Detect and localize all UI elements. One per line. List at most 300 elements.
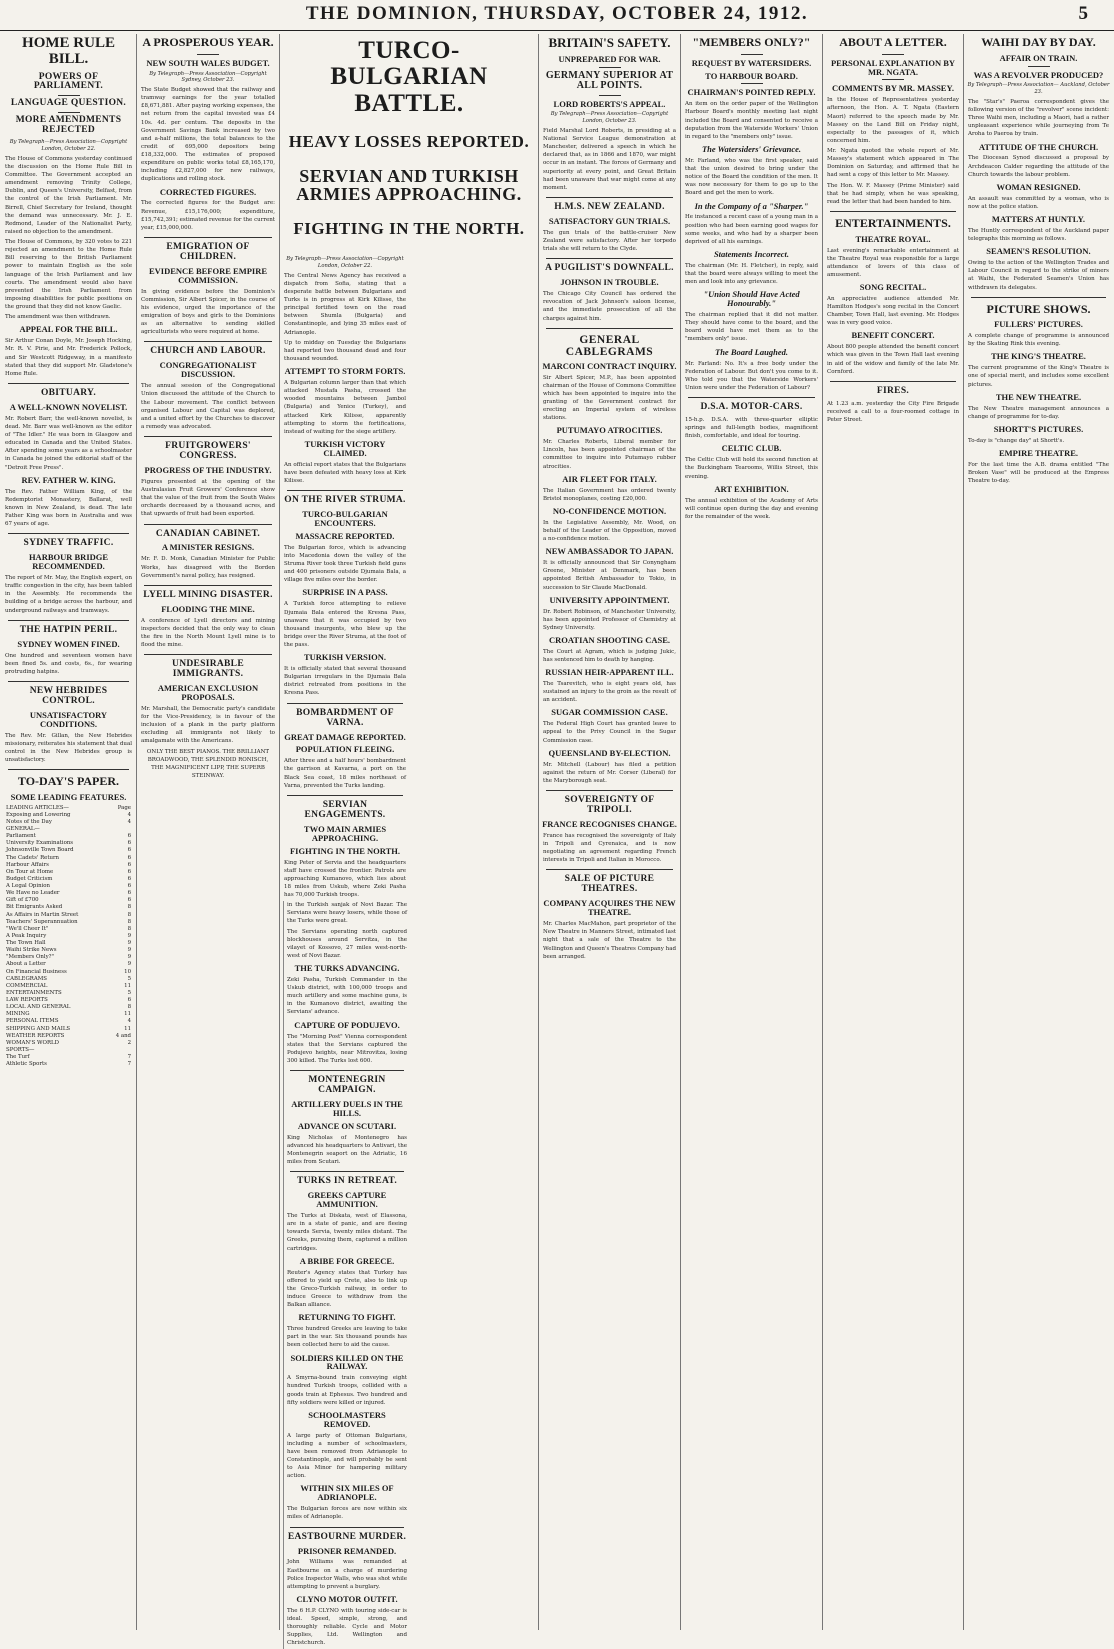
index-page: 6 <box>127 897 131 904</box>
article-text: A Turkish force attempting to relieve Djumaia Bala entered the Kresna Pass, unaware that it was occupied by two thousand insurgents, who blew up the bridge over the River Struma, at the foot of the pass. <box>284 601 406 649</box>
subheadline: LORD ROBERTS'S APPEAL. <box>553 98 666 109</box>
column-1 <box>4 34 133 1630</box>
index-page: 9 <box>127 947 131 954</box>
subheadline: ART EXHIBITION. <box>714 483 789 494</box>
index-row <box>6 876 131 883</box>
subheadline: RETURNING TO FIGHT. <box>298 1312 396 1323</box>
index-page: 8 <box>127 918 131 925</box>
headline: A PUGILIST'S DOWNFALL. <box>545 263 674 274</box>
index-row <box>6 1061 131 1068</box>
article-text: The Huntly correspondent of the Auckland paper telegraphs this morning as follows. <box>968 227 1109 243</box>
column-5 <box>542 34 677 1630</box>
subheadline: COMMENTS BY MR. MASSEY. <box>832 83 954 94</box>
index-label: Notes of the Day <box>6 818 52 825</box>
headline: BOMBARDMENT OF VARNA. <box>296 707 394 728</box>
index-row <box>6 1018 131 1025</box>
main-article-left <box>283 254 407 901</box>
article-text: About 800 people attended the benefit concert which was given in the Town Hall last evening in aid of the widow and family of the late Mr. Cornford. <box>827 344 959 375</box>
subheadline: Statements Incorrect. <box>713 248 790 259</box>
subheadline: CHAIRMAN'S POINTED REPLY. <box>687 87 816 98</box>
index-row <box>6 1026 131 1033</box>
index-page: 8 <box>127 911 131 918</box>
advertisement: 15-h.p. D.S.A. with three-quarter elliptic springs and full-length bodies, magnificent finish, comfortable, and ideal for touring. <box>685 416 818 440</box>
index-page: 7 <box>127 1054 131 1061</box>
article-text: The amendment was then withdrawn. <box>5 314 111 321</box>
index-row <box>6 869 131 876</box>
headline: ABOUT A LETTER. <box>839 35 947 49</box>
index-label: On Financial Business <box>6 968 67 975</box>
subheadline: CORRECTED FIGURES. <box>159 186 257 197</box>
subheadline: THE NEW THEATRE. <box>995 391 1082 402</box>
index-label: Johnsonville Town Board <box>6 847 74 854</box>
index-row <box>6 983 131 990</box>
index-row <box>6 890 131 897</box>
index-label: LOCAL AND GENERAL <box>6 1004 71 1011</box>
subheadline: GREAT DAMAGE REPORTED. <box>284 731 406 742</box>
index-page: 6 <box>127 861 131 868</box>
article-text: Mr. Ngata quoted the whole report of Mr. Massey's statement which appeared in The Dominion on Saturday, and affirmed that he had sent a copy of this letter to Mr. Massey. <box>827 148 959 179</box>
subheadline: MASSACRE REPORTED. <box>295 530 395 541</box>
subheadline: POPULATION FLEEING. <box>295 744 395 755</box>
subheadline: WOMAN RESIGNED. <box>996 181 1081 192</box>
index-page <box>127 1047 131 1054</box>
index-row <box>6 819 131 826</box>
article-text: Sir Arthur Conan Doyle, Mr. Joseph Hocking, Mr. R. V. Pirie, and Mr. Frederick Pollock, and Sir Westcott Ridgeway, in a manifesto stated that they did support Mr. Gladstone's Home Rule. <box>5 338 132 377</box>
subheadline: POWERS OF PARLIAMENT. <box>33 71 104 92</box>
subheadline: ATTITUDE OF THE CHURCH. <box>978 141 1099 152</box>
subheadline: PUTUMAYO ATROCITIES. <box>556 425 663 436</box>
subheadline: SOME LEADING FEATURES. <box>10 791 127 802</box>
subheadline: NEW AMBASSADOR TO JAPAN. <box>545 546 674 557</box>
article-text: For the last time the A.B. drama entitled "The Broken Vase" will be produced at the Empress Theatre to-day. <box>968 461 1109 485</box>
subheadline: ATTEMPT TO STORM FORTS. <box>284 366 406 377</box>
index-list <box>4 805 133 1069</box>
article-text: An appreciative audience attended Mr. Hamilton Hodges's song recital in the Concert Chamber, Town Hall, last evening. Mr. Hodges was in very good voice. <box>827 295 959 327</box>
headline: H.M.S. NEW ZEALAND. <box>554 201 665 212</box>
subheadline: TURKISH VERSION. <box>303 652 387 663</box>
subheadline: MARCONI CONTRACT INQUIRY. <box>542 360 677 371</box>
subheadline: PRISONER REMANDED. <box>297 1545 397 1556</box>
index-row <box>6 897 131 904</box>
subheadline: SURPRISE IN A PASS. <box>302 587 388 598</box>
article-text: Three hundred Greeks are leaving to take part in the war. Six thousand pounds has been collected here to aid the cause. <box>287 1326 407 1349</box>
subheadline: SYDNEY WOMEN FINED. <box>17 638 120 649</box>
subheadline: MATTERS AT HUNTLY. <box>991 214 1086 225</box>
article-text: The "Star's" Paeroa correspondent gives the following version of the "revolver" scene incident: Three Waihi men, including a Maori, had a rather unpleasant experience while journeying from Te Aroha to Paeroa by train. <box>968 98 1109 138</box>
subheadline: The Watersiders' Grievance. <box>701 143 802 154</box>
index-row <box>6 847 131 854</box>
index-label: The Town Hall <box>6 940 46 947</box>
subheadline: THE TURKS ADVANCING. <box>294 963 400 974</box>
advertisement: The 6 H.P. CLYNO with touring side-car is ideal. Speed, simple, strong, and thoroughly reliable. Cycle and Motor Supplies, Ltd. Wellington and Christchurch. <box>287 1607 407 1647</box>
index-label: CABLEGRAMS <box>6 975 47 982</box>
subheadline: AMERICAN EXCLUSION PROPOSALS. <box>157 683 259 703</box>
index-row <box>6 990 131 997</box>
subheadline: The Board Laughed. <box>715 346 788 357</box>
index-page: 11 <box>124 1025 131 1032</box>
column-rule <box>680 34 681 1630</box>
byline: By Telegraph—Press Association— Auckland, October 23. <box>967 82 1110 96</box>
headline: FRUITGROWERS' CONGRESS. <box>165 441 251 461</box>
index-label: University Examinations <box>6 840 74 847</box>
index-row <box>6 805 131 812</box>
article-text: An assault was committed by a woman, who is now at the police station. <box>968 195 1109 210</box>
article-text: The chairman replied that it did not matter. They should have come to the board, and the board would have met them as to the "members only" issue. <box>685 312 818 343</box>
index-row <box>6 1033 131 1040</box>
headline: MONTENEGRIN CAMPAIGN. <box>308 1075 386 1095</box>
subheadline: TO HARBOUR BOARD. <box>705 70 798 81</box>
index-page: 9 <box>127 940 131 947</box>
article-text: A Smyrna-bound train conveying eight hundred Turkish troops, collided with a goods train at Ephesus. Two hundred and fifty soldiers were killed or injured. <box>287 1375 407 1406</box>
article-text: To-day is "change day" at Shortt's. <box>968 437 1065 444</box>
article-text: Mr. Mitchell (Labour) has filed a petition against the return of Mr. Corser (Liberal) for the Maryborough seat. <box>543 761 676 784</box>
subheadline: SATISFACTORY GUN TRIALS. <box>548 215 671 226</box>
article-text: Reuter's Agency states that Turkey has offered to yield up Crete, also to link up the Greco-Turkish railway, in order to induce Greece to withdraw from the Balkan alliance. <box>287 1269 407 1309</box>
subheadline: REQUEST BY WATERSIDERS. <box>691 57 812 68</box>
column-rule <box>538 34 539 1630</box>
headline: CANADIAN CABINET. <box>155 528 261 539</box>
subheadline: SHORTT'S PICTURES. <box>993 423 1084 434</box>
article-text: The "Morning Post" Vienna correspondent states that the Servians captured the Podujevo heights, near Mitrovitza, losing 300 killed. The Turks lost 600. <box>287 1033 407 1064</box>
article-text: Mr. Farland: No. It's a free body under the Federation of Labour. But don't you come to it. Who told you that the Waterside Workers' Union were under the Federation of Labour? <box>685 360 818 391</box>
subheadline: In the Company of a "Sharper." <box>694 200 809 211</box>
article-text: The annual session of the Congregational Union discussed the attitude of the Church to the Labour movement. The conflict between organised Labour and Capital was deplored, and a united effort by the Churches to discover a remedy was advocated. <box>141 383 275 430</box>
index-row <box>6 826 131 833</box>
subheadline: UNSATISFACTORY CONDITIONS. <box>29 709 108 729</box>
index-page: 5 <box>127 989 131 996</box>
column-rule <box>822 34 823 1630</box>
article-text: Mr. Farland, who was the first speaker, said that the union desired to bring under the notice of the Board the condition of the men. It was now necessary for them to go up to the Board and get the men to work. <box>685 157 818 197</box>
byline: By Telegraph—Press Association—Copyright London, October 23. <box>550 111 669 125</box>
article-text: He instanced a recent case of a young man in a position who had been earning good wages for some weeks, and who had by a sharper been deprived of all his earnings. <box>685 214 818 245</box>
index-page: 10 <box>124 968 131 975</box>
subheadline: NEW SOUTH WALES BUDGET. <box>146 57 270 68</box>
headline: SERVIAN ENGAGEMENTS. <box>304 799 386 820</box>
article-text: The Chicago City Council has ordered the revocation of Jack Johnson's saloon license, and the immediate prosecution of all the charges against him. <box>543 291 676 322</box>
index-page: 11 <box>124 1011 131 1018</box>
subheadline: EMPIRE THEATRE. <box>998 447 1079 458</box>
subheadline: SCHOOLMASTERS REMOVED. <box>308 1409 386 1429</box>
column-2 <box>140 34 276 1630</box>
index-row <box>6 926 131 933</box>
article-text: One hundred and seventeen women have been fined 5s. and costs, 6s., for wearing protruding hatpins. <box>5 652 132 675</box>
article-text: The Central News Agency has received a dispatch from Sofia, stating that a desperate battle between Bulgarians and Turks is in progress at Kirk Kilisse, the principal fortified town on the road between Shumla (Bulgaria) and Constantinople, and lying 35 miles east of Adrianople. <box>284 272 406 336</box>
subheadline: FULLERS' PICTURES. <box>994 319 1083 330</box>
article-text: Sir Albert Spicer, M.P., has been appointed chairman of the House of Commons Committee which has been appointed to inquire into the granting of the Government contract for erecting an Imperial system of wireless stations. <box>543 374 676 422</box>
subheadline: FRANCE RECOGNISES CHANGE. <box>542 818 677 829</box>
subheadline: SUGAR COMMISSION CASE. <box>551 707 668 718</box>
index-row <box>6 812 131 819</box>
article-text: A complete change of programme is announced by the Skating Rink this evening. <box>968 333 1109 348</box>
index-label: Teachers' Superannuation <box>6 918 78 925</box>
subheadline: QUEENSLAND BY-ELECTION. <box>548 747 671 758</box>
index-row <box>6 1011 131 1018</box>
article-text: Mr. F. D. Monk, Canadian Minister for Public Works, has disagreed with the Borden Government's naval policy, has resigned. <box>141 556 275 579</box>
index-label: On Tour at Home <box>6 868 54 875</box>
article-text: The Federal High Court has granted leave to appeal to the Privy Council in the Sugar Commission case. <box>543 721 676 744</box>
main-subheadline: FIGHTING IN THE NORTH. <box>293 219 525 239</box>
article-text: A Bulgarian column larger than that which attacked Mustafa Pasha, crossed the wooded mountains between Jambol (Bulgaria) and Yenice (Turkey), and attacked Kirk Kilisse, apparently attempting to storm the fortifications, instead of waiting for the siege artillery. <box>284 380 406 435</box>
subheadline: UNIVERSITY APPOINTMENT. <box>549 594 670 605</box>
index-label: "Members Only?" <box>6 954 55 961</box>
headline: OBITUARY. <box>40 387 97 398</box>
index-label: Exposing and Lowering <box>6 811 71 818</box>
headline: WAIHI DAY BY DAY. <box>981 35 1096 49</box>
section-header: GENERAL CABLEGRAMS <box>565 333 654 358</box>
index-row <box>6 904 131 911</box>
subheadline: COMPANY ACQUIRES THE NEW THEATRE. <box>543 898 676 918</box>
index-page: 6 <box>127 840 131 847</box>
index-row <box>6 833 131 840</box>
column-6 <box>684 34 819 1630</box>
subheadline: SONG RECITAL. <box>859 282 927 292</box>
section-header: PICTURE SHOWS. <box>986 301 1091 316</box>
article-text: The corrected figures for the Budget are: Revenue, £15,176,000; expenditure, £15,742,391; estimated revenue for the current year, £15,000,000. <box>141 200 275 231</box>
index-headline: TO-DAY'S PAPER. <box>17 774 120 789</box>
subheadline: ADVANCE ON SCUTARI. <box>297 1120 397 1131</box>
index-row <box>6 976 131 983</box>
index-label: SPORTS— <box>6 1046 35 1053</box>
headline: TURKS IN RETREAT. <box>296 1176 398 1187</box>
main-article-right <box>283 901 408 1649</box>
subheadline: UNPREPARED FOR WAR. <box>558 53 661 64</box>
column-rule <box>279 34 280 1630</box>
article-text: An item on the order paper of the Wellington Harbour Board's monthly meeting last night included the Board and consented to receive a deputation from the Waterside Workers' Union in regard to the "members only" issue. <box>685 101 818 140</box>
subheadline: A BRIBE FOR GREECE. <box>299 1255 395 1266</box>
column-rule <box>963 34 964 1630</box>
subheadline: SEAMEN'S RESOLUTION. <box>986 246 1091 257</box>
index-row <box>6 1040 131 1047</box>
index-label: Gift of £700 <box>6 897 39 904</box>
index-row <box>6 855 131 862</box>
index-label: LEADING ARTICLES— <box>6 804 69 811</box>
byline: By Telegraph—Press Association—Copyright London, October 22. <box>9 139 128 153</box>
subheadline: A MINISTER RESIGNS. <box>161 542 255 553</box>
index-label: A Peak Inquiry <box>6 932 47 939</box>
article-text: John Williams was remanded at Eastbourne on a charge of murdering Police Inspector Walls, who was shot while attempting to prevent a burglary. <box>287 1559 407 1590</box>
column-3 <box>283 34 535 1647</box>
article-text: In the Legislative Assembly, Mr. Wood, on behalf of the Leader of the Opposition, moved a no-confidence motion. <box>543 519 676 543</box>
article-text: Zeki Pasha, Turkish Commander in the Uskub district, with 100,000 troops and much artillery and some machine guns, is in the Kumanovo district, awaiting the Servians' advance. <box>287 976 407 1016</box>
subheadline: JOHNSON IN TROUBLE. <box>560 277 659 288</box>
headline: HOME RULE BILL. <box>22 35 115 67</box>
index-label: Waihi Strike News <box>6 947 57 954</box>
article-text: The Italian Government has ordered twenty Bristol monoplanes, costing £20,000. <box>543 487 676 502</box>
article-text: Field Marshal Lord Roberts, in presiding at a National Service League demonstration at Manchester, delivered a speech in which he declared that, as in 1866 and 1870, war might occur in an instant. The forces of Germany and superiority at every point, and Great Britain had been unaware that war might come at any moment. <box>543 127 676 191</box>
subheadline: AIR FLEET FOR ITALY. <box>562 473 657 484</box>
article-text: An official report states that the Bulgarians have been defeated with heavy loss at Kirk Kilisse. <box>284 461 406 484</box>
article-text: The Bulgarian forces are now within six miles of Adrianople. <box>287 1506 407 1521</box>
index-page: 6 <box>127 868 131 875</box>
index-page: 6 <box>127 847 131 854</box>
article-text: Owing to the action of the Wellington Trades and Labour Council in regard to the strike of miners at Waihi, the Federated Seamen's Union has withdrawn its delegates. <box>968 260 1109 291</box>
masthead-title: THE DOMINION, THURSDAY, OCTOBER 24, 1912. <box>305 3 809 24</box>
index-page: 9 <box>127 932 131 939</box>
article-text: King Nicholas of Montenegro has advanced his headquarters to Antivari, the Montenegrin seaport on the Adriatic, 16 miles from Scutari. <box>287 1134 407 1166</box>
index-label: About a Letter <box>6 961 46 968</box>
subheadline: NO-CONFIDENCE MOTION. <box>552 505 667 516</box>
index-label: ENTERTAINMENTS <box>6 989 62 996</box>
article-text: in the Turkish sanjak of Novi Bazar. The Servians were heavy losers, while those of the Turks were great. <box>287 902 407 925</box>
subheadline: AFFAIR ON TRAIN. <box>999 52 1078 63</box>
subheadline: FIGHTING IN THE NORTH. <box>289 845 401 856</box>
article-text: At 1.23 a.m. yesterday the City Fire Brigade received a call to a four-roomed cottage in Peter Street. <box>827 400 959 424</box>
headline: FIRES. <box>876 385 910 396</box>
index-row <box>6 1047 131 1054</box>
index-label: Athletic Sports <box>6 1061 47 1068</box>
article-text: Up to midday on Tuesday the Bulgarians had reported two thousand dead and four thousand wounded. <box>284 339 406 362</box>
article-text: The Celtic Club will hold its second function at the Buckingham Tearooms, Willis Street, this evening. <box>685 457 818 480</box>
index-label: Bit Emigrants Asked <box>6 904 63 911</box>
subheadline: CONGREGATIONALIST DISCUSSION. <box>159 360 257 380</box>
subheadline: ARTILLERY DUELS IN THE HILLS. <box>291 1098 403 1118</box>
subheadline: CROATIAN SHOOTING CASE. <box>549 634 670 645</box>
subheadline: WAS A REVOLVER PRODUCED? <box>973 69 1104 80</box>
index-page: 9 <box>127 961 131 968</box>
article-text: After three and a half hours' bombardment the garrison at Kavarna, a port on the Black Sea coast, 18 miles northeast of Varna, prevented the Turks landing. <box>284 758 406 789</box>
index-row <box>6 912 131 919</box>
article-text: The annual exhibition of the Academy of Arts will continue open during the day and evening for the remainder of the week. <box>685 497 818 520</box>
article-text: Dr. Robert Robinson, of Manchester University, has been appointed Professor of Chemistry at Sydney University. <box>543 608 676 631</box>
index-row <box>6 883 131 890</box>
index-page: 4 <box>127 818 131 825</box>
subheadline: SOLDIERS KILLED ON THE RAILWAY. <box>290 1352 404 1372</box>
index-label: GENERAL— <box>6 826 40 833</box>
index-label: The Turf <box>6 1054 30 1061</box>
subheadline: PROGRESS OF THE INDUSTRY. <box>144 464 272 475</box>
headline: UNDESIRABLE IMMIGRANTS. <box>172 659 244 680</box>
article-text: Mr. Charles MacMahon, part proprietor of the New Theatre in Manners Street, intimated last night that a sale of the Theatre to the Wellington and Queen's Theatres Company had been arranged. <box>543 921 676 960</box>
main-subheadline: HEAVY LOSSES REPORTED. <box>288 131 530 151</box>
subheadline: "Union Should Have Acted Honourably." <box>703 289 800 309</box>
article-text: The Tsarevitch, who is eight years old, has sustained an injury to the groin as the result of an accident. <box>543 681 676 704</box>
index-page: 6 <box>127 875 131 882</box>
subheadline: MORE AMENDMENTS REJECTED <box>15 115 122 136</box>
index-page: 6 <box>127 890 131 897</box>
main-headline: TURCO-BULGARIAN BATTLE. <box>330 37 488 117</box>
subheadline: EVIDENCE BEFORE EMPIRE COMMISSION. <box>148 265 268 285</box>
subheadline: HARBOUR BRIDGE RECOMMENDED. <box>28 552 109 572</box>
masthead <box>0 0 1114 31</box>
index-page: Page <box>117 804 131 811</box>
subheadline: THE KING'S THEATRE. <box>991 351 1086 362</box>
byline: By Telegraph—Press Association—Copyright Sydney, October 23. <box>149 70 267 84</box>
index-row <box>6 862 131 869</box>
headline: A PROSPEROUS YEAR. <box>142 35 274 49</box>
headline: ON THE RIVER STRUMA. <box>284 495 406 506</box>
index-label: Parliament <box>6 833 36 840</box>
article-text: The Rev. Father William King, of the Redemptorist Monastery, Ballarat, well known in New Zealand, is dead. The late Father King was born in Australia and was 67 years of age. <box>5 488 132 528</box>
subheadline: GREEKS CAPTURE AMMUNITION. <box>307 1190 387 1210</box>
article-text: The Bulgarian force, which is advancing into Macedonia down the valley of the Struma River took three Turkish field guns and 400 prisoners outside Djumaia Bala, a village five miles over the border. <box>284 544 406 584</box>
page-number: 5 <box>1078 3 1088 24</box>
article-text: The Rev. Mr. Gillan, the New Hebrides missionary, reiterates his statement that dual control in the New Hebrides group is unsatisfactory. <box>5 732 132 764</box>
index-label: LAW REPORTS <box>6 997 48 1004</box>
index-page: 4 <box>127 1018 131 1025</box>
index-label: SHIPPING AND MAILS <box>6 1025 71 1032</box>
index-page: 8 <box>127 925 131 932</box>
column-8 <box>967 34 1110 1630</box>
article-text: The Court at Agram, which is judging Jukic, has sentenced him to death by hanging. <box>543 648 676 663</box>
index-row <box>6 997 131 1004</box>
article-text: Mr. Robert Barr, the well-known novelist, is dead. Mr. Barr was well-known as the editor of "The Idler." He was born in Glasgow and educated in Canada and the United States. After spending some years as a schoolmaster in Canada he joined the editorial staff of the "Detroit Free Press". <box>5 415 132 471</box>
article-text: Mr. Charles Roberts, Liberal member for Lincoln, has been appointed chairman of the committee to inquire into Putumayo rubber atrocities. <box>543 439 676 470</box>
index-row <box>6 933 131 940</box>
column-rule <box>136 34 137 1630</box>
article-text: The gun trials of the battle-cruiser New Zealand were satisfactory. After her torpedo trials she will return to the Clyde. <box>543 229 676 253</box>
article-text: Mr. Marshall, the Democratic party's candidate for the Vice-Presidency, is in favour of the inclusion of a plank in the party platform excluding all immigrants not likely to amalgamate with the Americans. <box>141 705 275 745</box>
headline: SYDNEY TRAFFIC. <box>23 538 114 549</box>
index-label: PERSONAL ITEMS <box>6 1018 59 1025</box>
subheadline: FLOODING THE MINE. <box>161 603 255 614</box>
index-page <box>127 826 131 833</box>
index-row <box>6 969 131 976</box>
index-page: 6 <box>127 854 131 861</box>
article-text: The State Budget showed that the railway and tramway earnings for the year totalled £8,671,881. After paying working expenses, the net return from the capital invested was £4 10s. 4d. per centum. The deposits in the Government Savings Bank increased by two and a-half millions, the total balances to the credit of 695,000 depositors being £18,332,000. The estimates of proposed expenditure on public works total £8,165,170, including £2,827,000 for new railways, duplications and rolling stock. <box>141 87 275 183</box>
index-page: 4 and <box>115 1032 131 1039</box>
article-text: Last evening's remarkable entertainment at the Theatre Royal was responsible for a large attendance of lovers of this class of amusement. <box>827 247 959 278</box>
article-text: The chairman (Mr. H. Fletcher), in reply, said that the board were always willing to meet the men and look into any grievance. <box>685 262 818 286</box>
index-page: 6 <box>127 883 131 890</box>
index-row <box>6 1054 131 1061</box>
article-text: A large party of Ottoman Bulgarians, including a number of schoolmasters, have been removed from Adrianople to Constantinople, and will probably be sent to Asia Minor for hampering military action. <box>287 1432 407 1480</box>
section-header: ENTERTAINMENTS. <box>835 215 951 230</box>
article-text: The current programme of the King's Theatre is one of special merit, and includes some excellent pictures. <box>968 365 1109 388</box>
subheadline: CELTIC CLUB. <box>721 443 782 454</box>
article-text: King Peter of Servia and the headquarters staff have crossed the frontier. Patrols are approaching Kumanovo, which lies about 18 miles from Uskub, where Zeki Pasha has 70,000 Turkish troops. <box>284 859 406 899</box>
subheadline: GERMANY SUPERIOR AT ALL POINTS. <box>545 69 674 92</box>
index-label: A Legal Opinion <box>6 883 50 890</box>
index-row <box>6 954 131 961</box>
headline: LYELL MINING DISASTER. <box>143 589 273 600</box>
article-text: The Diocesan Synod discussed a proposal by Archdeacon Calder regarding the attitude of the Church towards the labour problem. <box>968 155 1109 178</box>
headline: SALE OF PICTURE THEATRES. <box>564 874 655 895</box>
index-page: 8 <box>127 1004 131 1011</box>
headline: CHURCH AND LABOUR. <box>150 346 266 357</box>
subheadline: RUSSIAN HEIR-APPARENT ILL. <box>545 667 674 678</box>
index-label: WEATHER REPORTS <box>6 1032 65 1039</box>
index-page: 4 <box>127 811 131 818</box>
article-text: The New Theatre management announces a change of programme for to-day. <box>968 405 1109 420</box>
index-label: WOMAN'S WORLD <box>6 1039 59 1046</box>
subheadline: CLYNO MOTOR OUTFIT. <box>296 1593 398 1604</box>
index-page: 11 <box>124 982 131 989</box>
article-text: A conference of Lyell directors and mining inspectors decided that the only way to clean the fire in the North Mount Lyell mine is to flood the mine. <box>141 617 275 649</box>
subheadline: WITHIN SIX MILES OF ADRIANOPLE. <box>300 1483 394 1503</box>
headline: D.S.A. MOTOR-CARS. <box>700 402 803 413</box>
index-row <box>6 961 131 968</box>
article-text: It is officially stated that several thousand Bulgarian irregulars in the Djumaia Bala district retreated from positions in the Kresna Pass. <box>284 666 406 697</box>
index-label: We Have no Leader <box>6 890 60 897</box>
index-row <box>6 947 131 954</box>
subheadline: TURKISH VICTORY CLAIMED. <box>304 438 386 458</box>
subheadline: PERSONAL EXPLANATION BY MR. NGATA. <box>830 57 956 77</box>
article-text: The Hon. W. F. Massey (Prime Minister) said that he had simply, when he was speaking, read the letter that had been handed to him. <box>827 182 959 205</box>
subheadline: LANGUAGE QUESTION. <box>10 98 127 109</box>
subheadline: TWO MAIN ARMIES APPROACHING. <box>303 823 387 843</box>
article-text: In the House of Representatives yesterday afternoon, the Hon. A. T. Ngata (Eastern Maori) referred to the speech made by Mr. Massey on the Land Bill on Friday night, especially to the passages of it, which concerned him. <box>827 97 959 144</box>
article-text: The House of Commons yesterday continued the discussion on the Home Rule Bill in Committee. The Government accepted an amendment removing Trinity College, Dublin, and Queen's University, Belfast, from the control of the Irish Parliament. Mr. Birrell, Chief Secretary for Ireland, thought the demand was unnecessary. Mr. J. E. Redmond, Leader of the Nationalist Party, raised no objection to the amendment. <box>5 155 132 235</box>
subheadline: APPEAL FOR THE BILL. <box>19 324 118 335</box>
column-7 <box>826 34 960 1630</box>
subheadline: CAPTURE OF PODUJEVO. <box>294 1019 400 1030</box>
index-label: As Affairs in Martin Street <box>6 911 79 918</box>
index-page: 8 <box>127 904 131 911</box>
index-label: COMMERCIAL <box>6 982 48 989</box>
index-page: 7 <box>127 1061 131 1068</box>
index-label: "We'll Cheer It" <box>6 925 49 932</box>
article-text: The Servians operating north captured blockhouses around Servitza, in the vilayet of Kossovo, 27 miles west-north-west of Novi Bazar. <box>287 928 407 959</box>
